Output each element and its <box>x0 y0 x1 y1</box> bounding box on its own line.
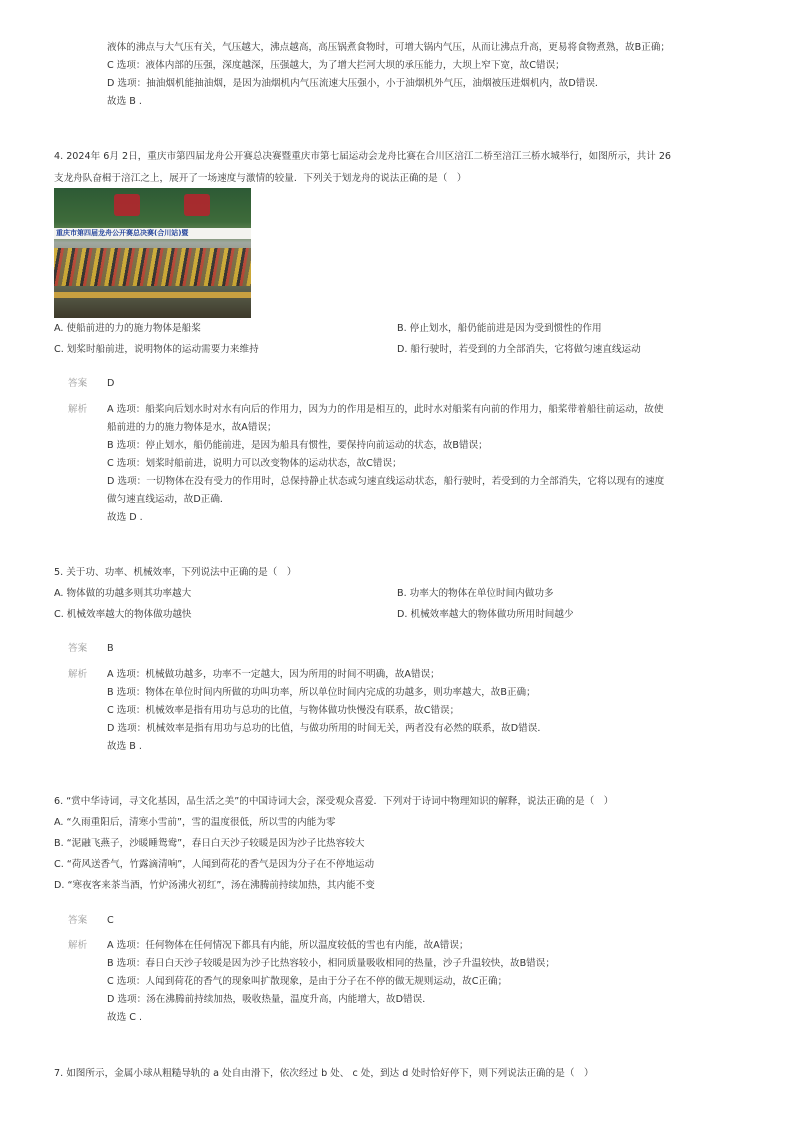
analysis-line: B 选项：停止划水，船仍能前进，是因为船具有惯性，要保持向前运动的状态，故B错误； <box>107 440 488 451</box>
analysis-line: A 选项：机械做功越多，功率不一定越大，因为所用的时间不明确，故A错误； <box>107 669 440 680</box>
option-d[interactable]: D. 机械效率越大的物体做功所用时间越少 <box>397 609 574 620</box>
analysis-label: 解析 <box>68 404 88 415</box>
option-b[interactable]: B. 停止划水，船仍能前进是因为受到惯性的作用 <box>397 323 602 334</box>
option-c[interactable]: C. “荷风送香气，竹露滴清响”，人闻到荷花的香气是因为分子在不停地运动 <box>54 859 375 870</box>
analysis-line: D 选项：机械效率是指有用功与总功的比值，与做功所用的时间无关，两者没有必然的联系，故D错误． <box>107 723 547 734</box>
analysis-line: D 选项：汤在沸腾前持续加热，吸收热量，温度升高，内能增大，故D错误． <box>107 994 432 1005</box>
question-6-stem: 6. “赏中华诗词，寻文化基因，品生活之美”的中国诗词大会，深受观众喜爱．下列对于诗词中物理知识的解释，说法正确的是（ ） <box>54 796 614 807</box>
analysis-line: C 选项：液体内部的压强，深度越深，压强越大，为了增大拦河大坝的承压能力，大坝上窄下宽，故C错误； <box>107 60 565 71</box>
answer-value: C <box>107 915 114 926</box>
question-7-stem: 7. 如图所示，金属小球从粗糙导轨的 a 处自由滑下，依次经过 b 处、 c 处，到达 d 处时恰好停下，则下列说法正确的是（ ） <box>54 1068 594 1079</box>
answer-label: 答案 <box>68 378 88 389</box>
answer-label: 答案 <box>68 643 88 654</box>
option-a[interactable]: A. “久雨重阳后，清寒小雪前”，雪的温度很低，所以雪的内能为零 <box>54 817 336 828</box>
analysis-line: D 选项：一切物体在没有受力的作用时，总保持静止状态或匀速直线运动状态，船行驶时，若受到的力全部消失，它将以现有的速度 <box>107 476 665 487</box>
option-a[interactable]: A. 使船前进的力的施力物体是船桨 <box>54 323 201 334</box>
analysis-line: B 选项：物体在单位时间内所做的功叫功率，所以单位时间内完成的功越多，则功率越大，故B正确； <box>107 687 536 698</box>
analysis-line: 做匀速直线运动，故D正确． <box>107 494 230 505</box>
analysis-line: 故选 D . <box>107 512 143 523</box>
analysis-line: C 选项：划桨时船前进，说明力可以改变物体的运动状态，故C错误； <box>107 458 402 469</box>
banner-decoration <box>184 194 210 216</box>
analysis-line: C 选项：人闻到荷花的香气的现象叫扩散现象，是由于分子在不停的做无规则运动，故C正确； <box>107 976 508 987</box>
analysis-line: D 选项：抽油烟机能抽油烟，是因为油烟机内气压流速大压强小，小于油烟机外气压，油烟被压进烟机内，故D错误． <box>107 78 605 89</box>
dragon-boat-photo <box>54 188 251 318</box>
option-b[interactable]: B. “泥融飞燕子，沙暖睡鸳鸯”，春日白天沙子较暖是因为沙子比热容较大 <box>54 838 365 849</box>
analysis-line: 故选 B . <box>107 741 142 752</box>
analysis-line: 船前进的力的施力物体是水，故A错误； <box>107 422 277 433</box>
analysis-line: C 选项：机械效率是指有用功与总功的比值，与物体做功快慢没有联系，故C错误； <box>107 705 460 716</box>
analysis-label: 解析 <box>68 940 88 951</box>
analysis-line: 故选 B . <box>107 96 142 107</box>
option-d[interactable]: D. “寒夜客来茶当酒，竹炉汤沸火初红”，汤在沸腾前持续加热，其内能不变 <box>54 880 375 891</box>
river-water <box>54 286 251 318</box>
analysis-line: B 选项：春日白天沙子较暖是因为沙子比热容较小，相同质量吸收相同的热量，沙子升温较快，故B错误； <box>107 958 555 969</box>
analysis-line: 故选 C . <box>107 1012 143 1023</box>
analysis-line: A 选项：任何物体在任何情况下都具有内能，所以温度较低的雪也有内能，故A错误； <box>107 940 469 951</box>
answer-label: 答案 <box>68 915 88 926</box>
analysis-line: A 选项：船桨向后划水时对水有向后的作用力，因为力的作用是相互的，此时水对船桨有向前的作用力，船桨带着船往前运动，故使 <box>107 404 664 415</box>
analysis-label: 解析 <box>68 669 88 680</box>
dragon-boat <box>54 292 251 298</box>
question-5-stem: 5. 关于功、功率、机械效率，下列说法中正确的是（ ） <box>54 567 297 578</box>
answer-value: B <box>107 643 114 654</box>
option-d[interactable]: D. 船行驶时，若受到的力全部消失，它将做匀速直线运动 <box>397 344 641 355</box>
question-4-stem: 4. 2024年 6月 2日，重庆市第四届龙舟公开赛总决赛暨重庆市第七届运动会龙舟比赛在合川区涪江二桥至涪江三桥水城举行，如图所示，共计 26 <box>54 151 672 162</box>
option-c[interactable]: C. 划桨时船前进，说明物体的运动需要力来维持 <box>54 344 259 355</box>
banner-decoration <box>114 194 140 216</box>
option-a[interactable]: A. 物体做的功越多则其功率越大 <box>54 588 192 599</box>
option-b[interactable]: B. 功率大的物体在单位时间内做功多 <box>397 588 554 599</box>
question-4-stem-cont: 支龙舟队奋楫于涪江之上，展开了一场速度与激情的较量．下列关于划龙舟的说法正确的是（ ） <box>54 173 467 184</box>
photo-banner-text: 重庆市第四届龙舟公开赛总决赛(合川站)暨 <box>54 228 251 239</box>
answer-value: D <box>107 378 115 389</box>
option-c[interactable]: C. 机械效率越大的物体做功越快 <box>54 609 192 620</box>
analysis-line: 液体的沸点与大气压有关，气压越大，沸点越高，高压锅煮食物时，可增大锅内气压，从而让沸点升高，更易将食物煮熟，故B正确； <box>107 42 671 53</box>
